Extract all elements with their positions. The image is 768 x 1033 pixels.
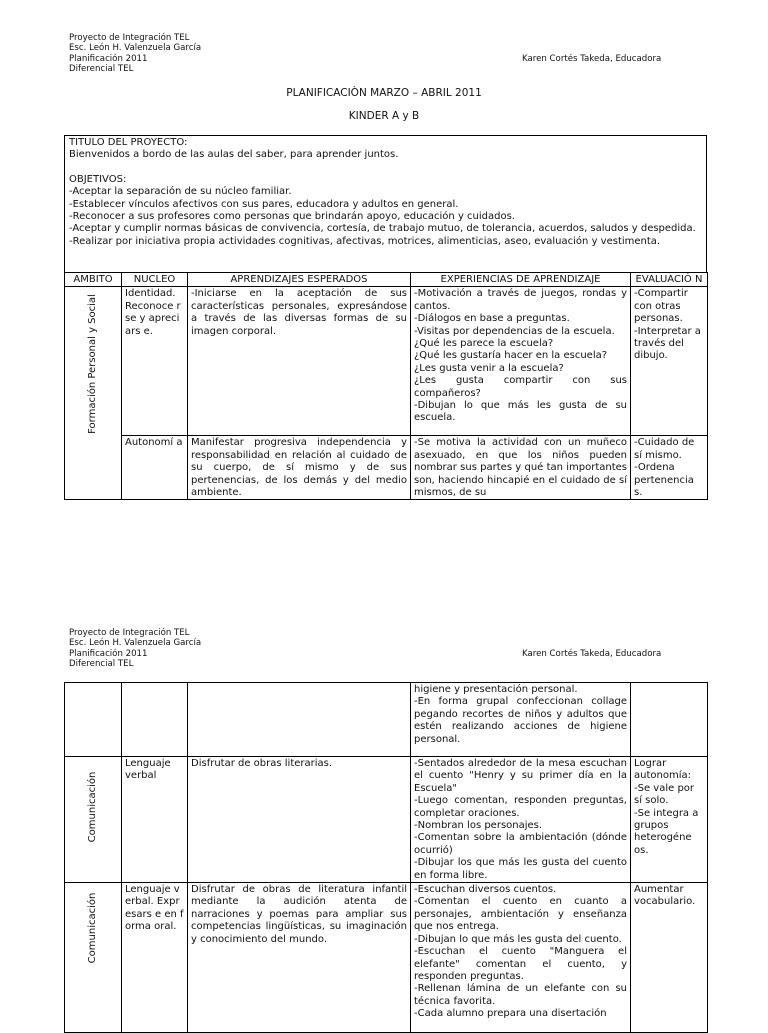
cell-experiencias: -Se motiva la actividad con un muñeco asexuado, en que los niños pueden nombrar sus partes y qué tan importantes son, haciendo hincapié en el cuidado de sí mismos, de su — [411, 436, 631, 500]
cell-evaluacion: Lograr autonomía: -Se vale por sí solo. -Se integra a grupos heterogéne os. — [631, 757, 708, 883]
cell-nucleo: Lenguaje verbal — [122, 757, 188, 883]
table-row — [65, 683, 708, 757]
cell-evaluacion — [631, 683, 708, 757]
header-line: Planificación 2011 — [69, 53, 148, 64]
objective-item: -Realizar por iniciativa propia actividades cognitivas, afectivas, motrices, alimenticias, aseo, evaluación y vestimenta. — [69, 235, 661, 247]
page-title: PLANIFICACIÒN MARZO – ABRIL 2011 — [286, 87, 482, 99]
header-author: Karen Cortés Takeda, Educadora — [522, 649, 662, 659]
header-line: Esc. León H. Valenzuela García — [69, 43, 202, 54]
ambito-label: Formación Personal y Social — [87, 293, 98, 434]
project-label: TITULO DEL PROYECTO: — [69, 137, 188, 148]
header-line: Planificación 2011 — [69, 648, 148, 659]
header-nucleo: NUCLEO — [122, 273, 188, 287]
header-ambito: AMBITO — [65, 273, 122, 287]
ambito-label: Comunicación — [87, 771, 98, 843]
spacer — [69, 162, 702, 174]
project-name: Bienvenidos a bordo de las aulas del saber, para aprender juntos. — [69, 149, 399, 161]
objectives-label: OBJETIVOS: — [69, 173, 127, 185]
header-line: Esc. León H. Valenzuela García — [69, 638, 202, 649]
cell-experiencias: -Sentados alrededor de la mesa escuchan el cuento "Henry y su primer día en la Escuela" -Luego comentan, responden preguntas, completar oraciones. -Nombran los personajes. -Comentan sobre la ambientación (dónde ocurrió) -Dibujar los que más les gusta del cuento en forma libre. — [411, 757, 631, 883]
cell-nucleo: Identidad. Reconoce rse y apreciars e. — [122, 287, 188, 436]
header-evaluacion: EVALUACIÓ N — [631, 273, 708, 287]
header-line: Proyecto de Integración TEL — [69, 33, 190, 43]
cell-experiencias: higiene y presentación personal. -En forma grupal confeccionan collage pegando recortes de niños y adultos que estén realizando acciones de higiene personal. — [411, 683, 631, 757]
objective-item: -Aceptar la separación de su núcleo familiar. — [69, 186, 292, 198]
cell-nucleo: Lenguaje verbal. Expresars e en forma oral. — [122, 883, 188, 1033]
table-row — [65, 757, 708, 883]
project-box — [64, 135, 707, 273]
header-line: Diferencial TEL — [69, 658, 134, 669]
planning-table-page2 — [64, 682, 708, 1033]
cell-ambito — [65, 287, 122, 500]
cell-evaluacion: -Cuidado de sí mismo. -Ordena pertenencia s. — [631, 436, 708, 500]
objective-item: -Reconocer a sus profesores como personas que brindarán apoyo, educación y cuidados. — [69, 211, 515, 223]
header-author: Karen Cortés Takeda, Educadora — [522, 54, 662, 64]
cell-ambito — [65, 683, 122, 757]
cell-aprendizaje: -Iniciarse en la aceptación de sus características personales, expresándose a través de las diversas formas de su imagen corporal. — [188, 287, 411, 436]
table-row — [65, 883, 708, 1033]
cell-evaluacion: Aumentar vocabulario. — [631, 883, 708, 1033]
cell-aprendizaje: Disfrutar de obras de literatura infantil mediante la audición atenta de narraciones y poemas para ampliar sus competencias lingüísticas, su imaginación y conocimiento del mundo. — [188, 883, 411, 1033]
objective-item: -Aceptar y cumplir normas básicas de convivencia, cortesía, de trabajo mutuo, de tolerancia, acuerdos, saludos y despedida. — [69, 223, 696, 235]
ambito-label: Comunicación — [87, 892, 98, 964]
cell-aprendizaje — [188, 683, 411, 757]
planning-table-page1 — [64, 272, 708, 500]
page1-header — [69, 33, 201, 74]
header-aprendizajes: APRENDIZAJES ESPERADOS — [188, 273, 411, 287]
cell-evaluacion: -Compartir con otras personas. -Interpretar a través del dibujo. — [631, 287, 708, 436]
header-line: Proyecto de Integración TEL — [69, 628, 190, 638]
cell-aprendizaje: Disfrutar de obras literarias. — [188, 757, 411, 883]
cell-nucleo — [122, 683, 188, 757]
cell-experiencias: -Escuchan diversos cuentos. -Comentan el cuento en cuanto a personajes, ambientación y enseñanza que nos entrega. -Dibujan lo que más les gusta del cuento. -Escuchan el cuento "Manguera el elefante" comentan el cuento, y responden preguntas. -Rellenan lámina de un elefante con su técnica favorita. -Cada alumno prepara una disertación — [411, 883, 631, 1033]
page-subtitle: KINDER A y B — [348, 110, 420, 122]
cell-aprendizaje: Manifestar progresiva independencia y responsabilidad en relación al cuidado de su cuerpo, de sí mismo y de sus pertenencias, de los demás y del medio ambiente. — [188, 436, 411, 500]
cell-ambito — [65, 883, 122, 1033]
header-line: Diferencial TEL — [69, 63, 134, 74]
cell-nucleo: Autonomí a — [122, 436, 188, 500]
header-experiencias: EXPERIENCIAS DE APRENDIZAJE — [411, 273, 631, 287]
page2-header — [69, 628, 201, 669]
table-header-row — [65, 273, 708, 287]
table-row — [65, 287, 708, 436]
table-row — [65, 436, 708, 500]
objective-item: -Establecer vínculos afectivos con sus pares, educadora y adultos en general. — [69, 198, 459, 210]
cell-experiencias: -Motivación a través de juegos, rondas y cantos. -Diálogos en base a preguntas. -Visitas por dependencias de la escuela. ¿Qué les parece la escuela? ¿Qué les gustaría hacer en la escuela? ¿Les gusta venir a la escuela? ¿Les gusta compartir con sus compañeros? -Dibujan lo que más les gusta de su escuela. — [411, 287, 631, 436]
cell-ambito — [65, 757, 122, 883]
